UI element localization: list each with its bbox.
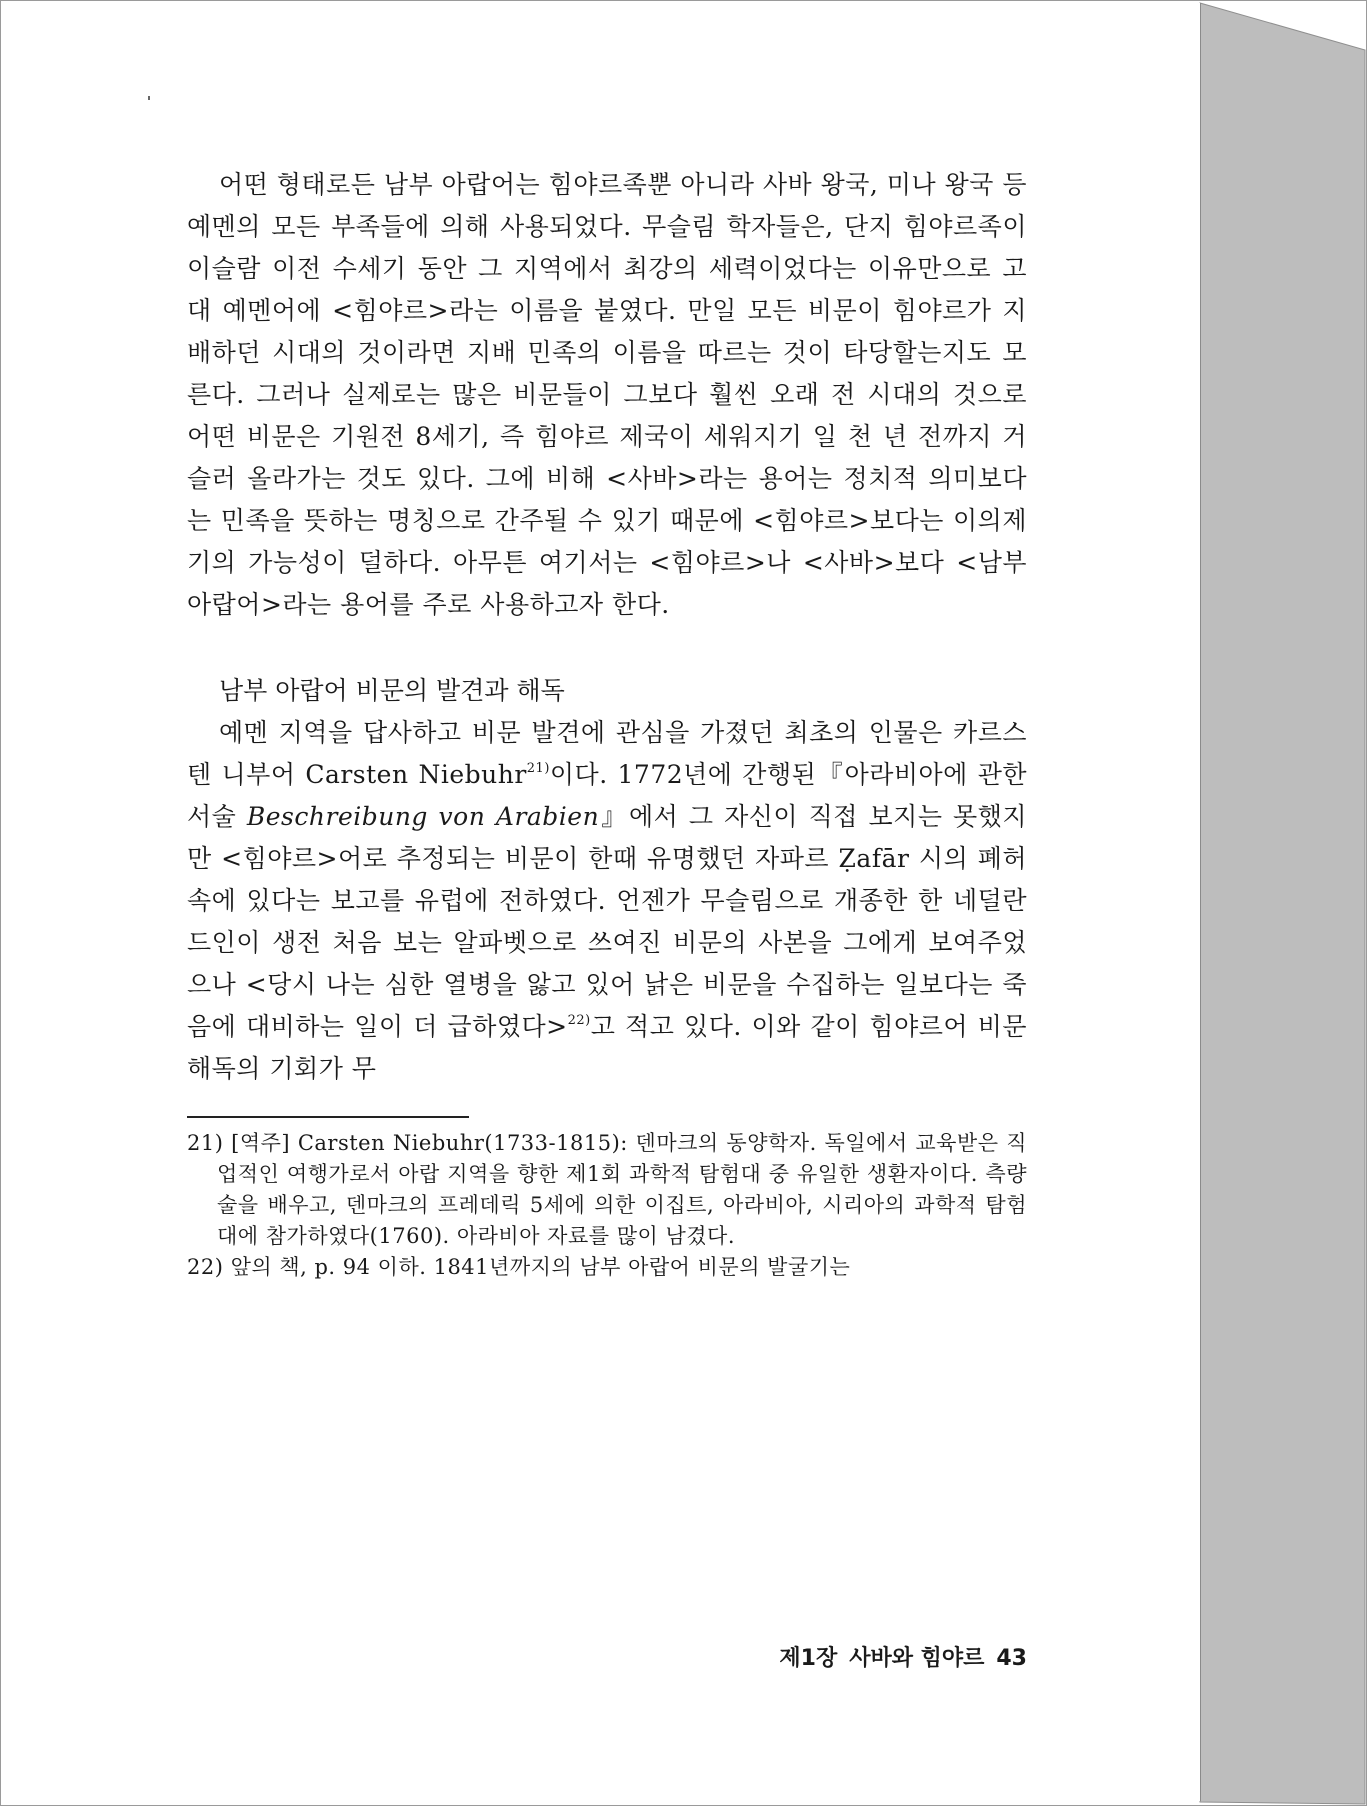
- paragraph-2-text-c: 』에서 그 자신이 직접 보지는 못했지만 <힘야르>어로 추정되는 비문이 한때 유명했던 자파르 Ẓafār 시의 폐허 속에 있다는 보고를 유럽에 전하였다. 언젠가 무슬림으로 개종한 한 네덜란드인이 생전 처음 보는 알파벳으로 쓰여진 비문의 사본을 그에게 보여주었으나 <당시 나는 심한 열병을 앓고 있어 낡은 비문을 수집하는 일보다는 죽음에 대비하는 일이 더 급하였다>: [187, 802, 1028, 1041]
- body-paragraph-1: 어떤 형태로든 남부 아랍어는 힘야르족뿐 아니라 사바 왕국, 미나 왕국 등 예멘의 모든 부족들에 의해 사용되었다. 무슬림 학자들은, 단지 힘야르족이 이슬람 이전 수세기 동안 그 지역에서 최강의 세력이었다는 이유만으로 고대 예멘어에 <힘야르>라는 이름을 붙였다. 만일 모든 비문이 힘야르가 지배하던 시대의 것이라면 지배 민족의 이름을 따르는 것이 타당할는지도 모른다. 그러나 실제로는 많은 비문들이 그보다 훨씬 오래 전 시대의 것으로 어떤 비문은 기원전 8세기, 즉 힘야르 제국이 세워지기 일 천 년 전까지 거슬러 올라가는 것도 있다. 그에 비해 <사바>라는 용어는 정치적 의미보다는 민족을 뜻하는 명칭으로 간주될 수 있기 때문에 <힘야르>보다는 이의제기의 가능성이 덜하다. 아무튼 여기서는 <힘야르>나 <사바>보다 <남부 아랍어>라는 용어를 주로 사용하고자 한다.: [187, 170, 1027, 619]
- page-number: 43: [996, 1646, 1027, 1671]
- section-heading: 남부 아랍어 비문의 발견과 해독: [219, 676, 565, 705]
- scan-mark: [148, 96, 150, 100]
- footnote-21: 21) [역주] Carsten Niebuhr(1733-1815): 덴마크의 동양학자. 독일에서 교육받은 직업적인 여행가로서 아랍 지역을 향한 제1회 과학적 탐험대 중 유일한 생환자이다. 측량술을 배우고, 덴마크의 프레데릭 5세에 의한 이집트, 아라비아, 시리아의 과학적 탐험대에 참가하였다(1760). 아라비아 자료를 많이 남겼다.: [187, 1131, 1027, 1248]
- footnote-22: 22) 앞의 책, p. 94 이하. 1841년까지의 남부 아랍어 비문의 발굴기는: [187, 1255, 851, 1279]
- body-paragraph-2: [187, 712, 1027, 1090]
- paragraph-2-text-d: 고 적고 있다. 이와 같이 힘야르어 비문 해독의 기회가 무: [187, 1012, 1027, 1083]
- page-content: [187, 164, 1027, 1283]
- footnote-ref-22: 22): [567, 1013, 591, 1028]
- paragraph-2-text-b: 이다. 1772년에 간행된『아라비아에 관한 서술: [187, 760, 1027, 831]
- footnote-ref-21: 21): [526, 761, 550, 776]
- paragraph-2-text-a: 예멘 지역을 답사하고 비문 발견에 관심을 가졌던 최초의 인물은 카르스텐 니부어 Carsten Niebuhr: [187, 718, 1027, 789]
- chapter-label: 제1장: [779, 1646, 838, 1671]
- running-footer: [767, 1641, 1027, 1672]
- footnote-rule: [187, 1116, 469, 1118]
- book-title: Beschreibung von Arabien: [246, 802, 600, 831]
- chapter-title: 사바와 힘야르: [849, 1646, 985, 1671]
